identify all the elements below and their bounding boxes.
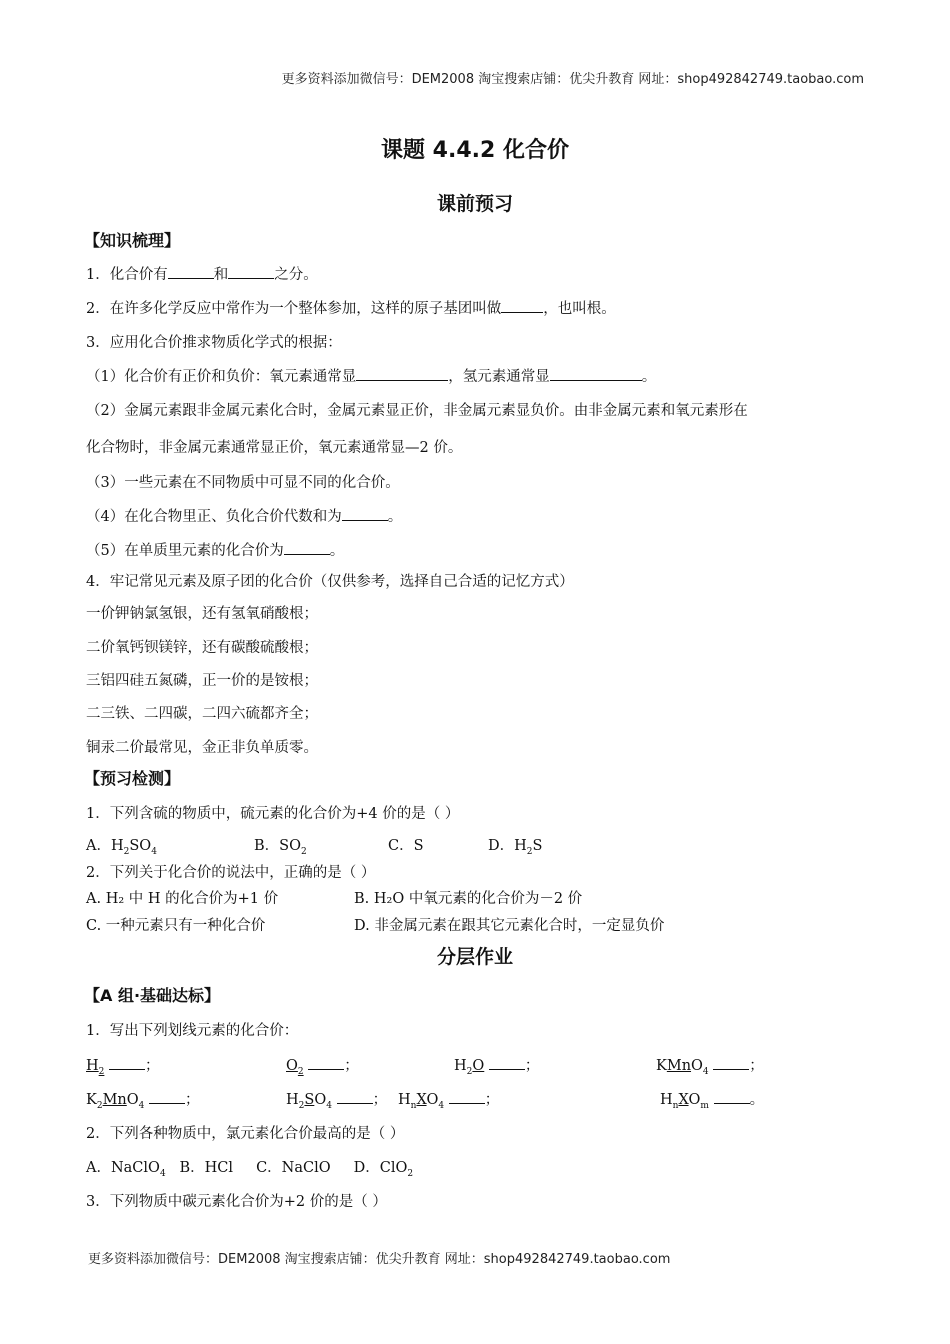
homework-heading: 分层作业: [436, 946, 513, 968]
group-a-question-2: 2．下列各种物质中，氯元素化合价最高的是（ ）: [86, 1126, 405, 1142]
page-header: 更多资料添加微信号：DEM2008 淘宝搜索店铺：优尖升教育 网址：shop492842749.taobao.com: [281, 72, 864, 87]
formula-kmno4: KMnO$_4$ ；: [656, 1054, 764, 1077]
group-a-q2-options[interactable]: A．NaClO$_4$ B．HCl C．NaClO D．ClO$_2$: [86, 1160, 414, 1179]
answer-blank[interactable]: [337, 1089, 373, 1104]
check-q1-option-b[interactable]: B．$SO_2$: [254, 838, 307, 857]
check-q1-option-d[interactable]: D．$H_2S$: [488, 838, 543, 857]
check-question-2: 2．下列关于化合价的说法中，正确的是（ ）: [86, 865, 376, 881]
knowledge-item-3: 3．应用化合价推求物质化学式的根据：: [86, 335, 342, 351]
answer-blank[interactable]: [284, 540, 330, 555]
answer-blank[interactable]: [109, 1055, 145, 1070]
rhyme-line-5: 铜汞二价最常见，金正非负单质零。: [86, 740, 318, 756]
answer-blank[interactable]: [228, 264, 274, 279]
check-q1-option-c[interactable]: C．S: [388, 838, 424, 854]
check-q1-option-a[interactable]: A．$H_2SO_4$: [86, 838, 157, 857]
answer-blank[interactable]: [168, 264, 214, 279]
preview-heading: 课前预习: [436, 193, 513, 215]
answer-blank[interactable]: [713, 1055, 749, 1070]
answer-blank[interactable]: [501, 298, 543, 313]
answer-blank[interactable]: [356, 366, 448, 381]
formula-k2mno4: $K_2MnO_4$ ；: [86, 1088, 200, 1111]
check-q2-option-b[interactable]: B. H₂O 中氧元素的化合价为－2 价: [354, 891, 583, 907]
page-footer: 更多资料添加微信号：DEM2008 淘宝搜索店铺：优尖升教育 网址：shop492842749.taobao.com: [88, 1252, 671, 1267]
answer-blank[interactable]: [489, 1055, 525, 1070]
formula-h2: $H_2$ ；: [86, 1054, 160, 1077]
formula-hnxom: $H_nXO_m$ 。: [660, 1088, 764, 1111]
knowledge-sub-3: （3）一些元素在不同物质中可显不同的化合价。: [86, 475, 400, 491]
group-a-question-1: 1．写出下列划线元素的化合价：: [86, 1023, 299, 1039]
knowledge-item-2: 2．在许多化学反应中常作为一个整体参加，这样的原子基团叫做 ，也叫根。: [86, 297, 616, 318]
rhyme-line-1: 一价钾钠氯氢银，还有氢氧硝酸根；: [86, 606, 318, 622]
check-question-1: 1．下列含硫的物质中，硫元素的化合价为+4 价的是（ ）: [86, 806, 460, 822]
knowledge-sub-1: （1）化合价有正价和负价：氧元素通常显 ，氢元素通常显 。: [86, 365, 656, 386]
group-a-question-3: 3．下列物质中碳元素化合价为+2 价的是（ ）: [86, 1194, 387, 1210]
knowledge-section-heading: 【知识梳理】: [84, 231, 181, 250]
rhyme-line-4: 二三铁、二四碳，二四六硫都齐全；: [86, 706, 318, 722]
knowledge-sub-2b: 化合物时，非金属元素通常显正价，氧元素通常显—2 价。: [86, 440, 463, 456]
group-a-section-heading: 【A 组·基础达标】: [84, 986, 221, 1005]
rhyme-line-3: 三铝四硅五氮磷，正一价的是铵根；: [86, 673, 318, 689]
knowledge-item-4: 4．牢记常见元素及原子团的化合价（仅供参考，选择自己合适的记忆方式）: [86, 574, 574, 590]
knowledge-sub-4: （4）在化合物里正、负化合价代数和为 。: [86, 505, 402, 526]
check-q2-option-c[interactable]: C. 一种元素只有一种化合价: [86, 918, 266, 934]
answer-blank[interactable]: [308, 1055, 344, 1070]
check-section-heading: 【预习检测】: [84, 769, 181, 788]
answer-blank[interactable]: [550, 366, 642, 381]
check-q2-option-d[interactable]: D. 非金属元素在跟其它元素化合时，一定显负价: [354, 918, 665, 934]
lesson-title: 课题 4.4.2 化合价: [381, 138, 569, 163]
rhyme-line-2: 二价氧钙钡镁锌，还有碳酸硫酸根；: [86, 640, 318, 656]
formula-o2: $O_2$ ；: [286, 1054, 359, 1077]
knowledge-sub-2a: （2）金属元素跟非金属元素化合时，金属元素显正价，非金属元素显负价。由非金属元素和氧元素形在: [86, 403, 748, 419]
answer-blank[interactable]: [342, 506, 388, 521]
answer-blank[interactable]: [449, 1089, 485, 1104]
knowledge-item-1: 1．化合价有 和 之分。: [86, 263, 318, 284]
check-q2-option-a[interactable]: A. H₂ 中 H 的化合价为+1 价: [86, 891, 279, 907]
formula-h2so4: $H_2SO_4$ ；: [286, 1088, 387, 1111]
formula-h2o: $H_2O$ ；: [454, 1054, 539, 1077]
answer-blank[interactable]: [714, 1089, 750, 1104]
formula-hnxo4: $H_nXO_4$ ；: [398, 1088, 499, 1111]
knowledge-sub-5: （5）在单质里元素的化合价为 。: [86, 539, 344, 560]
answer-blank[interactable]: [149, 1089, 185, 1104]
